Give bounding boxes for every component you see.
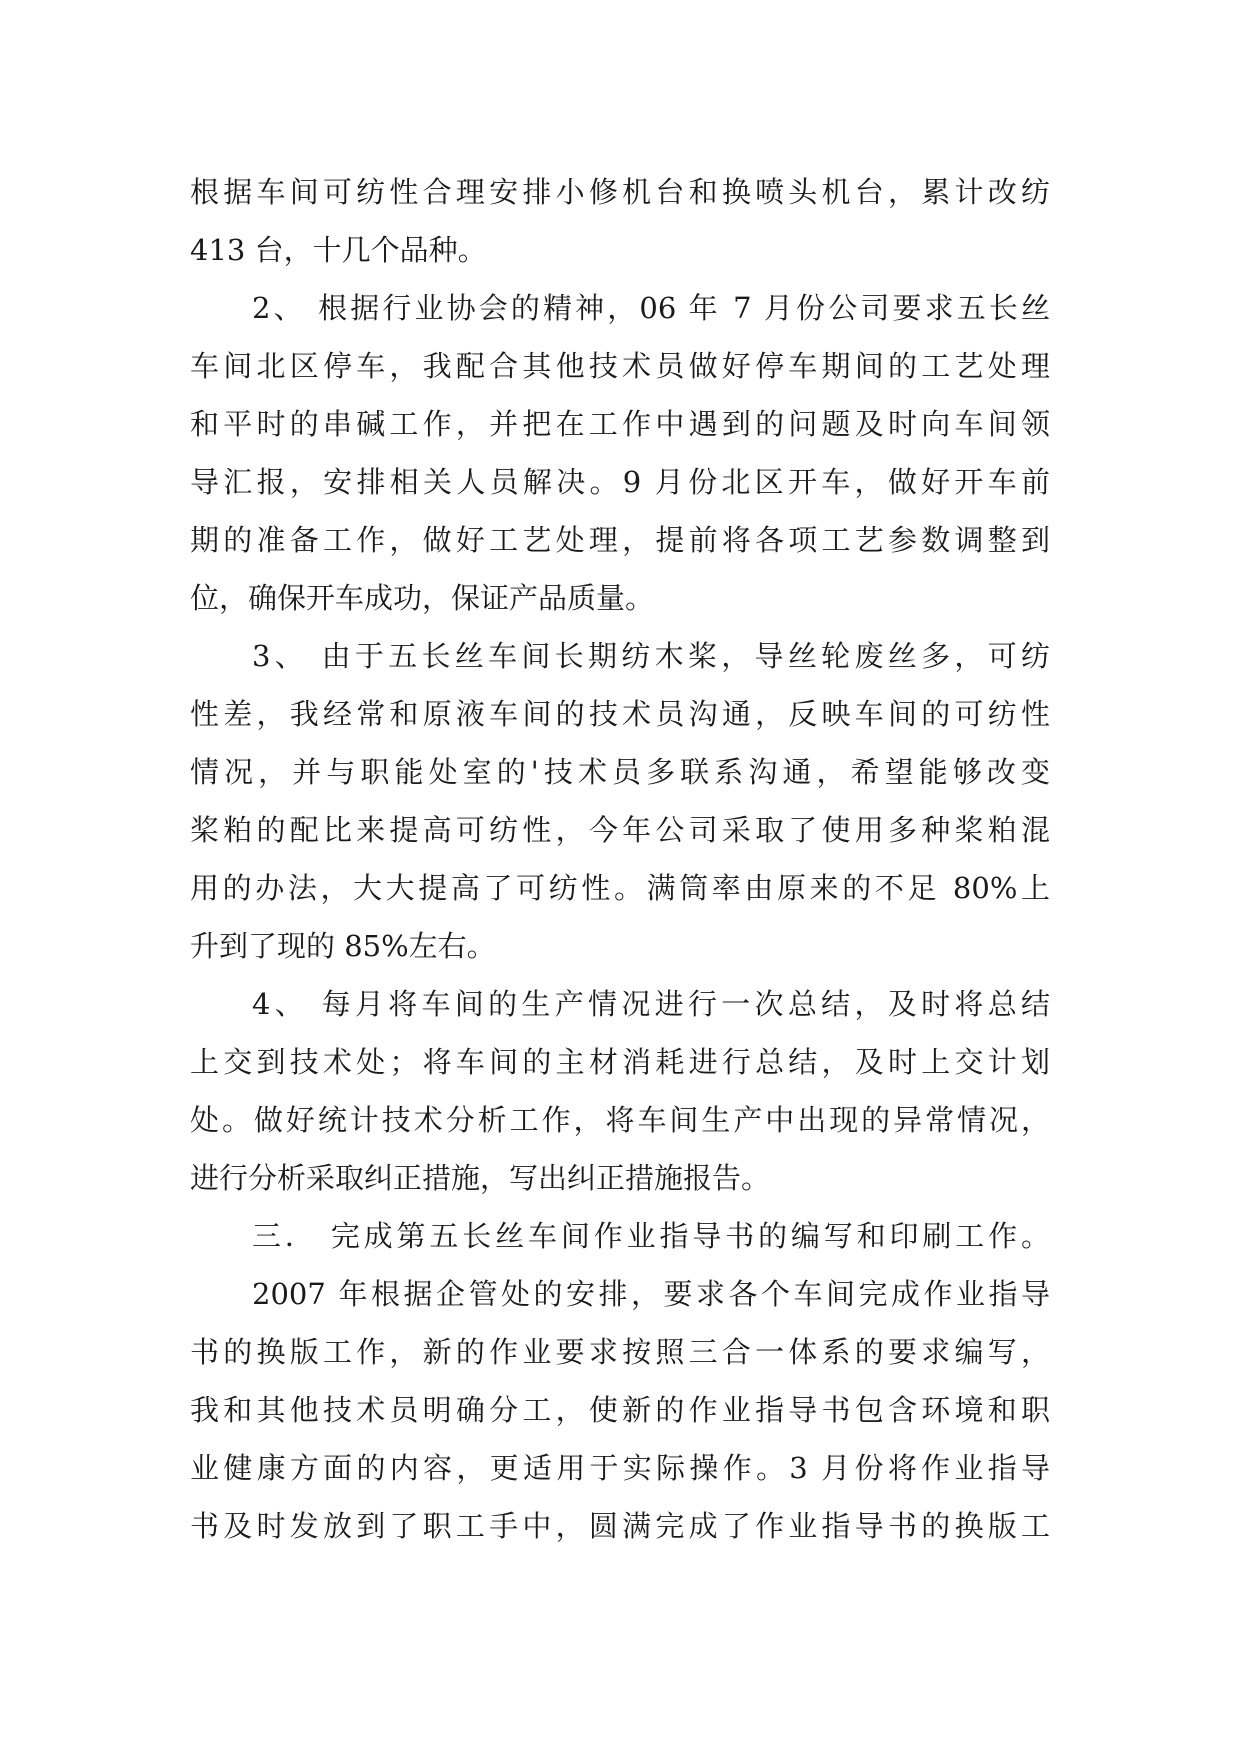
text-line: 2、 根据行业协会的精神，06 年 7 月份公司要求五长丝: [252, 291, 1050, 325]
text-line: 上交到技术处；将车间的主材消耗进行总结，及时上交计划: [190, 1045, 1050, 1079]
text-line: 书的换版工作，新的作业要求按照三合一体系的要求编写，: [190, 1335, 1050, 1369]
text-line: 位，确保开车成功，保证产品质量。: [190, 581, 655, 615]
text-line: 进行分析采取纠正措施，写出纠正措施报告。: [190, 1161, 771, 1195]
text-line: 3、 由于五长丝车间长期纺木桨，导丝轮废丝多，可纺: [252, 639, 1050, 673]
text-line: 用的办法，大大提高了可纺性。满筒率由原来的不足 80%上: [190, 871, 1050, 905]
text-line: 和平时的串碱工作，并把在工作中遇到的问题及时向车间领: [190, 407, 1050, 441]
text-line: 2007 年根据企管处的安排，要求各个车间完成作业指导: [252, 1277, 1050, 1311]
text-line: 三． 完成第五长丝车间作业指导书的编写和印刷工作。: [252, 1219, 1050, 1253]
text-line: 升到了现的 85%左右。: [190, 929, 496, 963]
text-line: 车间北区停车，我配合其他技术员做好停车期间的工艺处理: [190, 349, 1050, 383]
text-line: 我和其他技术员明确分工，使新的作业指导书包含环境和职: [190, 1393, 1050, 1427]
text-line: 根据车间可纺性合理安排小修机台和换喷头机台，累计改纺: [190, 175, 1050, 209]
text-line: 4、 每月将车间的生产情况进行一次总结，及时将总结: [252, 987, 1050, 1021]
text-line: 处。做好统计技术分析工作，将车间生产中出现的异常情况，: [190, 1103, 1050, 1137]
text-line: 性差，我经常和原液车间的技术员沟通，反映车间的可纺性: [190, 697, 1050, 731]
text-line: 情况，并与职能处室的'技术员多联系沟通，希望能够改变: [190, 755, 1050, 789]
text-line: 期的准备工作，做好工艺处理，提前将各项工艺参数调整到: [190, 523, 1050, 557]
text-line: 413 台，十几个品种。: [190, 233, 487, 267]
text-line: 桨粕的配比来提高可纺性，今年公司采取了使用多种桨粕混: [190, 813, 1050, 847]
text-line: 书及时发放到了职工手中，圆满完成了作业指导书的换版工: [190, 1509, 1050, 1543]
text-line: 导汇报，安排相关人员解决。9 月份北区开车，做好开车前: [190, 465, 1050, 499]
document-body: [190, 163, 1050, 1555]
text-line: 业健康方面的内容，更适用于实际操作。3 月份将作业指导: [190, 1451, 1050, 1485]
